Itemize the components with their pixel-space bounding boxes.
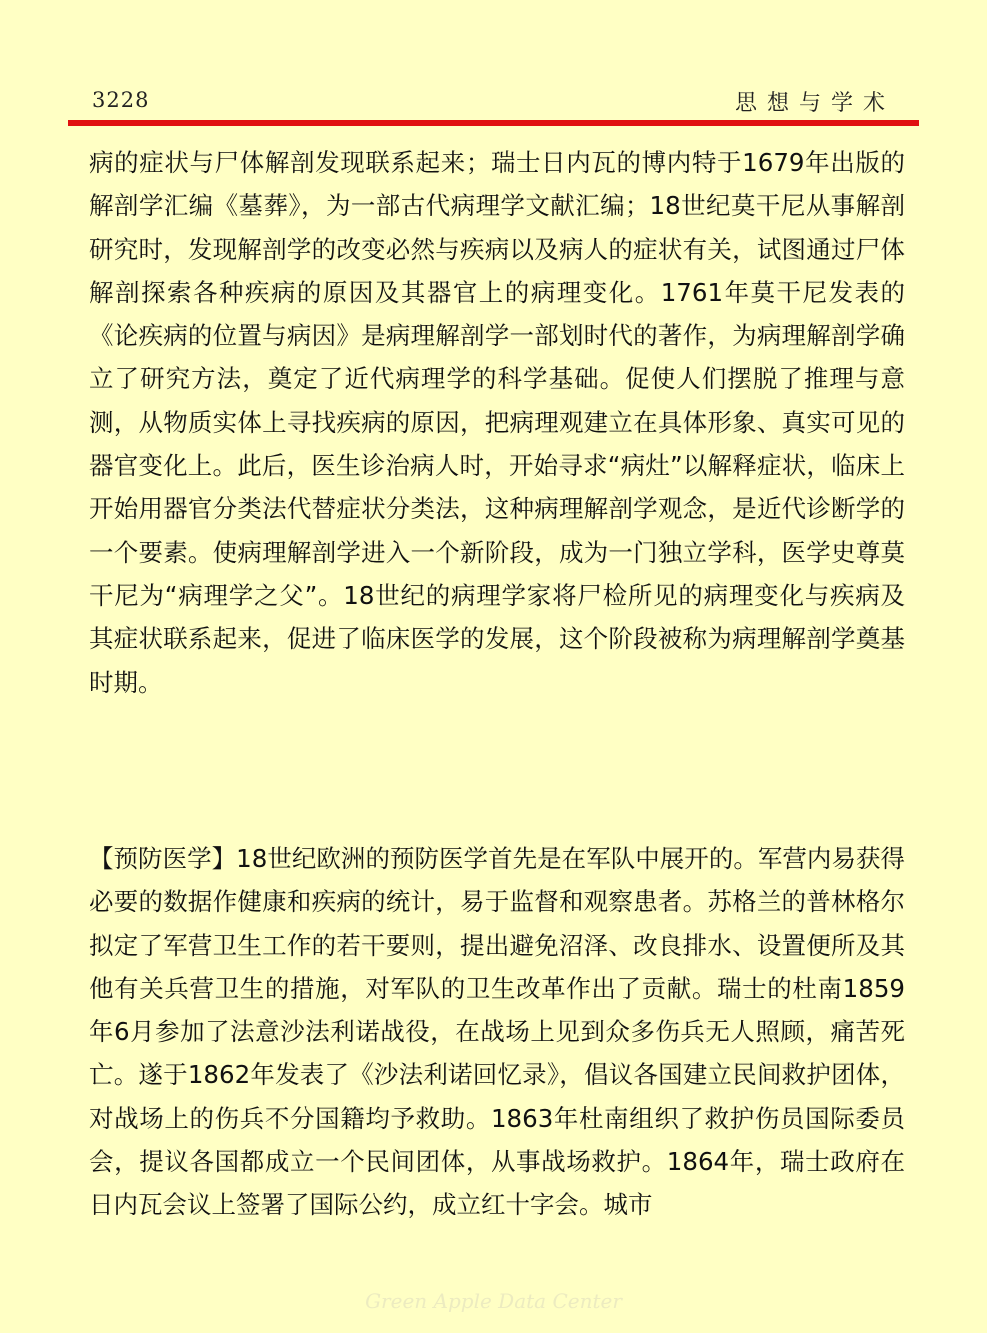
paragraph-pathological-anatomy: 病的症状与尸体解剖发现联系起来；瑞士日内瓦的博内特于1679年出版的解剖学汇编《墓葬》，为一部古代病理学文献汇编；18世纪莫干尼从事解剖研究时，发现解剖学的改变必然与疾病以及病人的症状有关，试图通过尸体解剖探索各种疾病的原因及其器官上的病理变化。1761年莫干尼发表的《论疾病的位置与病因》是病理解剖学一部划时代的著作，为病理解剖学确立了研究方法，奠定了近代病理学的科学基础。促使人们摆脱了推理与意测，从物质实体上寻找疾病的原因，把病理观建立在具体形象、真实可见的器官变化上。此后，医生诊治病人时，开始寻求“病灶”以解释症状，临床上开始用器官分类法代替症状分类法，这种病理解剖学观念，是近代诊断学的一个要素。使病理解剖学进入一个新阶段，成为一门独立学科，医学史尊莫干尼为“病理学之父”。18世纪的病理学家将尸检所见的病理变化与疾病及其症状联系起来，促进了临床医学的发展，这个阶段被称为病理解剖学奠基时期。 <box>89 148 905 697</box>
page-number: 3228 <box>92 88 150 112</box>
paragraph-preventive-medicine: 【预防医学】18世纪欧洲的预防医学首先是在军队中展开的。军营内易获得必要的数据作健康和疾病的统计，易于监督和观察患者。苏格兰的普林格尔拟定了军营卫生工作的若干要则，提出避免沼泽、改良排水、设置便所及其他有关兵营卫生的措施，对军队的卫生改革作出了贡献。瑞士的杜南1859年6月参加了法意沙法利诺战役，在战场上见到众多伤兵无人照顾，痛苦死亡。遂于1862年发表了《沙法利诺回忆录》，倡议各国建立民间救护团体，对战场上的伤兵不分国籍均予救助。1863年杜南组织了救护伤员国际委员会，提议各国都成立一个民间团体，从事战场救护。1864年，瑞士政府在日内瓦会议上签署了国际公约，成立红十字会。城市 <box>89 844 905 1220</box>
watermark: Green Apple Data Center <box>365 1289 622 1313</box>
header-rule <box>68 120 919 126</box>
running-title: 思想与学术 <box>734 91 895 116</box>
